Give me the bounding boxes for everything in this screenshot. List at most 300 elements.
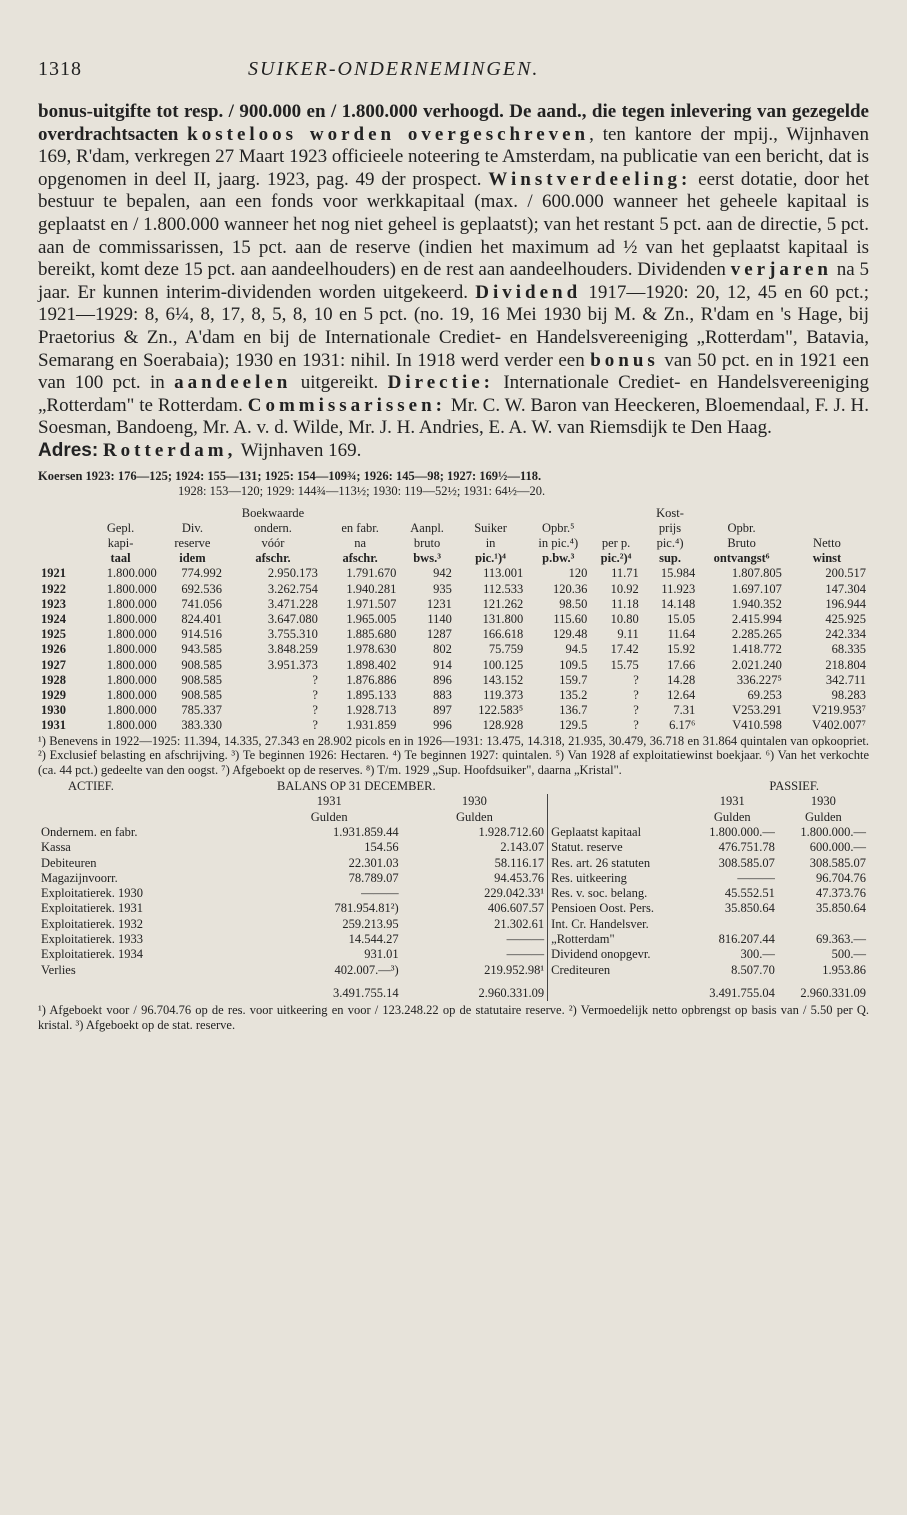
stats-row — [38, 627, 869, 642]
statistics-table — [38, 506, 869, 734]
stats-cell: 908.585 — [181, 657, 223, 672]
balance-item-label: Exploitatierek. 1931 — [41, 901, 144, 916]
stats-cell: 196.944 — [825, 596, 866, 611]
balance-unit-row — [38, 810, 869, 825]
balance-amount: ——— — [737, 870, 775, 885]
balance-amount — [687, 917, 778, 932]
balance-row — [38, 917, 869, 932]
balance-item-label: Res. v. soc. belang. — [548, 886, 687, 901]
balance-amount: ——— — [506, 947, 545, 962]
stats-cell: 3.848.259 — [267, 642, 318, 657]
stats-cell: 7.31 — [673, 703, 696, 718]
balance-amount: 931.01 — [364, 947, 399, 962]
stats-cell: 15.984 — [660, 566, 696, 581]
year-1930-right: 1930 — [810, 794, 836, 809]
stats-cell: 218.804 — [825, 657, 866, 672]
stats-header-cell — [38, 506, 81, 521]
stats-cell: 2.950.173 — [267, 566, 318, 581]
stats-cell: 11.923 — [661, 581, 696, 596]
stats-cell: 935 — [433, 581, 452, 596]
stats-header-cell — [590, 521, 641, 536]
balance-row — [38, 886, 869, 901]
stats-cell: 1.800.000 — [106, 566, 157, 581]
balance-amount: 96.704.76 — [816, 870, 866, 885]
year-1931-left: 1931 — [316, 794, 342, 809]
stats-cell: ? — [633, 703, 639, 718]
stats-cell: 3.471.228 — [267, 596, 318, 611]
balance-item-label: Pensioen Oost. Pers. — [548, 901, 687, 916]
stats-header-cell — [38, 551, 81, 566]
stats-row — [38, 642, 869, 657]
text-aandeelen: aandeelen — [174, 372, 292, 394]
text-adres-street: Wijnhaven 169. — [236, 439, 362, 461]
page-number: 1318 — [38, 58, 82, 80]
stats-cell: 1.800.000 — [106, 718, 157, 733]
text-bonus-word: bonus — [590, 349, 659, 371]
stats-header-cell: idem — [179, 551, 206, 566]
text-interim: na 5 jaar. Er kunnen interim-dividenden worden uitgekeerd. — [38, 259, 870, 303]
stats-header-cell — [38, 536, 81, 551]
running-title: SUIKER-ONDERNEMINGEN. — [248, 58, 540, 80]
stats-header-cell: pic.²)⁴ — [600, 551, 632, 566]
stats-cell: 10.92 — [610, 581, 639, 596]
stats-header-cell — [785, 521, 869, 536]
balance-separator — [548, 978, 687, 1001]
stats-cell: ? — [633, 672, 639, 687]
stats-header-cell: en fabr. — [341, 520, 379, 535]
stats-row — [38, 612, 869, 627]
text-winstverdeeling: eerst dotatie, door het bestuur te bepalen, aan een fonds voor werkkapitaal (max. / 600.000 wanneer het geheele kapitaal is geplaatst en / 1.800.000 wanneer het nog niet geheel is geplaatst); van het restant 5 pct. aan de directie, 5 pct. aan de commissarissen, 15 pct. aan de reserve (indien het maximum ad ½ van het geplaatst kapitaal is bereikt, komt deze 15 pct. aan aandeelhouders) en de rest aan aandeelhouders. Dividenden — [38, 168, 869, 281]
balance-amount: 47.373.76 — [816, 886, 866, 901]
stats-cell: 1.800.000 — [106, 672, 157, 687]
stats-year-cell: 1931 — [41, 718, 66, 733]
stats-cell: 1.940.281 — [346, 581, 397, 596]
stats-cell: 94.5 — [565, 642, 588, 657]
stats-cell: 122.583⁵ — [478, 703, 524, 718]
stats-header-cell: reserve — [174, 535, 211, 550]
balance-amount: 1.800.000.— — [800, 824, 866, 839]
stats-cell: 1140 — [427, 611, 452, 626]
page-header — [38, 58, 869, 81]
stats-cell: 802 — [433, 642, 452, 657]
balance-item-label: Exploitatierek. 1932 — [41, 916, 144, 931]
balance-amount: 58.116.17 — [494, 855, 545, 870]
balance-total: 3.491.755.04 — [709, 985, 775, 1000]
year-1931-right: 1931 — [719, 794, 745, 809]
stats-cell: 2.021.240 — [731, 657, 782, 672]
stats-cell: 15.92 — [667, 642, 696, 657]
stats-header-cell — [455, 506, 526, 521]
stats-cell: 1.800.000 — [106, 703, 157, 718]
stats-cell: 336.227⁵ — [736, 672, 782, 687]
balance-item-label: Verlies — [41, 962, 76, 977]
balance-total-spacer — [38, 978, 257, 1001]
stats-cell: 200.517 — [825, 566, 866, 581]
stats-header-cell: ontvangst⁶ — [713, 551, 770, 566]
stats-cell: 741.056 — [181, 596, 223, 611]
stats-header-cell: afschr. — [255, 551, 291, 566]
balance-item-label: Geplaatst kapitaal — [548, 825, 687, 840]
stats-header-cell: sup. — [659, 551, 681, 566]
stats-cell: 131.800 — [482, 611, 524, 626]
stats-header-cell: ondern. — [254, 520, 292, 535]
balance-amount: 78.789.07 — [348, 870, 399, 885]
stats-cell: 1.800.000 — [106, 642, 157, 657]
stats-header-cell: winst — [812, 551, 842, 566]
balance-item-label: Ondernem. en fabr. — [41, 824, 138, 839]
balance-amount: 500.— — [831, 947, 866, 962]
stats-cell: 242.334 — [825, 627, 866, 642]
balance-item-label: Crediteuren — [548, 963, 687, 978]
stats-year-cell: 1929 — [41, 687, 66, 702]
stats-cell: 2.415.994 — [731, 611, 782, 626]
balance-item-label: Debiteuren — [41, 855, 97, 870]
stats-cell: 914 — [433, 657, 452, 672]
balance-amount — [778, 917, 869, 932]
stats-cell: 11.18 — [611, 596, 639, 611]
stats-cell: 908.585 — [181, 687, 223, 702]
stats-row — [38, 566, 869, 581]
stats-row — [38, 658, 869, 673]
balance-amount: 45.552.51 — [724, 886, 775, 901]
stats-header-row — [38, 536, 869, 551]
koersen-line-2: 1928: 153—120; 1929: 144¾—113½; 1930: 119—52½; 1931: 64½—20. — [178, 484, 546, 498]
stats-cell: 112.533 — [483, 581, 524, 596]
balance-amount: 1.953.86 — [822, 962, 866, 977]
stats-cell: 11.64 — [667, 627, 696, 642]
stats-cell: 896 — [433, 672, 452, 687]
stats-row — [38, 703, 869, 718]
stats-cell: 383.330 — [181, 718, 223, 733]
stats-cell: 143.152 — [482, 672, 524, 687]
stats-cell: 98.50 — [559, 596, 588, 611]
balance-amount: 259.213.95 — [342, 916, 399, 931]
text-uitgereikt: uitgereikt. — [291, 372, 379, 394]
balance-amount: 69.363.— — [816, 932, 866, 947]
label-winstverdeeling: Winstverdeeling: — [488, 168, 692, 190]
stats-cell: 1.800.000 — [106, 581, 157, 596]
stats-header-cell: afschr. — [342, 551, 378, 566]
stats-cell: 943.585 — [181, 642, 223, 657]
stats-header-cell: pic.⁴) — [656, 535, 684, 550]
stats-cell: 1.800.000 — [106, 596, 157, 611]
balance-actief-title: ACTIEF. — [68, 779, 114, 794]
stats-header-cell: Opbr.⁵ — [542, 520, 575, 535]
balance-amount: 2.143.07 — [500, 840, 545, 855]
stats-header-cell: per p. — [601, 535, 631, 550]
stats-header-cell — [698, 506, 785, 521]
stats-cell: 166.618 — [482, 627, 524, 642]
stats-cell: 129.48 — [552, 627, 588, 642]
unit-right-1: Gulden — [713, 809, 751, 824]
balance-amount: 600.000.— — [809, 840, 866, 855]
stats-row — [38, 597, 869, 612]
text-bonus-detail: van 50 pct. en in 1921 een van 100 pct. in — [38, 349, 869, 394]
balance-amount: 219.952.98¹ — [484, 962, 545, 977]
stats-header-cell: prijs — [658, 520, 682, 535]
stats-header-cell — [321, 506, 399, 521]
stats-year-cell: 1922 — [41, 581, 66, 596]
balance-amount: 300.— — [740, 947, 775, 962]
stats-header-cell — [160, 506, 225, 521]
stats-cell: 2.285.265 — [731, 627, 782, 642]
statistics-footnotes: ¹) Benevens in 1922—1925: 11.394, 14.335, 27.343 en 28.902 picols en in 1926—1931: 13.475, 14.318, 21.935, 30.479, 36.718 en 31.864 quintalen van opkoopriet. ²) Exclusief belasting en afschrijving. ³) Te beginnen 1926: Hectaren. ⁴) Te beginnen 1927: quintalen. ⁵) Van 1928 af exploitatiewinst boekjaar. ⁶) Van het verkochte (ca. 44 pct.) gedeelte van den oogst. ⁷) Afgeboekt op de reserves. ⁸) T/m. 1929 „Sup. Hoofdsuiker", daarna „Kristal". — [38, 733, 869, 777]
stats-cell: 17.66 — [667, 657, 696, 672]
balance-row — [38, 947, 869, 962]
stats-header-cell: vóór — [261, 535, 285, 550]
stats-header-cell — [526, 506, 590, 521]
stats-header-cell — [38, 521, 81, 536]
balance-item-label: „Rotterdam" — [548, 932, 687, 947]
stats-cell: 12.64 — [667, 687, 696, 702]
stats-cell: 1.807.805 — [731, 566, 782, 581]
stats-header-row — [38, 521, 869, 536]
balance-item-label: Statut. reserve — [548, 840, 687, 855]
stats-header-cell: bruto — [413, 535, 441, 550]
stats-cell: 159.7 — [559, 672, 588, 687]
balance-amount: 476.751.78 — [718, 840, 775, 855]
stats-cell: 883 — [433, 687, 452, 702]
balance-amount: 406.607.57 — [487, 901, 545, 916]
stats-cell: 897 — [433, 703, 452, 718]
stats-cell: 14.28 — [667, 672, 696, 687]
balance-row — [38, 901, 869, 916]
stats-header-cell: in pic.⁴) — [538, 535, 579, 550]
stats-cell: 129.5 — [559, 718, 588, 733]
balance-row — [38, 963, 869, 978]
balance-amount: 14.544.27 — [348, 932, 399, 947]
text-commissarissen: Mr. C. W. Baron van Heeckeren, Bloemendaal, F. J. H. Soesman, Bandoeng, Mr. A. v. d. Wilde, Mr. J. H. Andries, E. A. W. van Riemsdijk te Den Haag. — [38, 394, 869, 439]
stats-cell: 1.928.713 — [346, 703, 397, 718]
balance-amount: 8.507.70 — [731, 962, 775, 977]
stats-cell: 98.283 — [831, 687, 866, 702]
stats-cell: 17.42 — [610, 642, 639, 657]
balance-row — [38, 825, 869, 840]
balance-title-row — [38, 779, 869, 794]
stats-year-cell: 1921 — [41, 566, 66, 581]
stats-cell: 121.262 — [482, 596, 524, 611]
stats-cell: 128.928 — [482, 718, 524, 733]
stats-cell: 1231 — [426, 596, 452, 611]
stats-cell: 11.71 — [611, 566, 639, 581]
label-commissarissen: Commissarissen: — [247, 394, 446, 416]
balance-amount: 1.931.859.44 — [333, 824, 399, 839]
stats-cell: 3.755.310 — [267, 627, 318, 642]
stats-cell: 692.536 — [181, 581, 223, 596]
text-notering: , ten kantore der mpij., Wijnhaven 169, R'dam, verkregen 27 Maart 1923 officieele noteering te Amsterdam, na publicatie van een bericht, dat is opgenomen in deel II, jaarg. 1923, pag. 49 der prospect. — [38, 123, 869, 190]
stats-cell: V253.291 — [732, 703, 782, 718]
stats-year-cell: 1926 — [41, 642, 66, 657]
stats-header-cell: Boekwaarde — [241, 505, 305, 520]
stats-cell: 6.17⁶ — [669, 718, 696, 733]
balance-title: BALANS OP 31 DECEMBER. — [277, 779, 436, 794]
stats-cell: 1.965.005 — [346, 611, 397, 626]
stats-header-cell — [590, 506, 641, 521]
balance-row — [38, 856, 869, 871]
stats-cell: 120 — [568, 566, 588, 581]
stats-cell: 135.2 — [559, 687, 588, 702]
balance-item-label: Int. Cr. Handelsver. — [548, 917, 687, 932]
stats-header-cell: Suiker — [474, 520, 507, 535]
stats-row — [38, 688, 869, 703]
year-1930-left: 1930 — [461, 794, 487, 809]
balance-amount: 402.007.—³) — [334, 962, 399, 977]
balance-amount: 35.850.64 — [724, 901, 775, 916]
balance-amount: 816.207.44 — [718, 932, 775, 947]
stats-cell: 3.262.754 — [267, 581, 318, 596]
label-dividend: Dividend — [475, 281, 582, 303]
balance-amount: 22.301.03 — [348, 855, 399, 870]
text-dividend: 1917—1920: 20, 12, 45 en 60 pct.; 1921—1929: 8, 6¼, 8, 17, 8, 5, 8, 10 en 5 pct. (no. 19, 16 Mei 1930 bij M. & Zn., R'dam en 's Hage, bij Praetorius & Zn., A'dam en bij de Internationale Crediet- en Handelsvereeniging „Rotterdam", Batavia, Semarang en Soerabaia); 1930 en 1931: nihil. In 1918 werd verder een — [38, 281, 870, 371]
text-adres-city: Rotterdam, — [102, 439, 237, 461]
balance-item-label: Dividend onopgevr. — [548, 947, 687, 962]
stats-header-cell: in — [485, 535, 496, 550]
text-bonus: bonus-uitgifte tot resp. / 900.000 en / 1.800.000 verhoogd. De aand., die tegen inlevering van gezegelde overdrachtsacten — [38, 101, 869, 145]
koersen-line-1: Koersen 1923: 176—125; 1924: 155—131; 1925: 154—109¾; 1926: 145—98; 1927: 169½—118. — [38, 468, 542, 483]
stats-header-cell: taal — [110, 551, 131, 566]
balance-item-label: Exploitatierek. 1930 — [41, 886, 144, 901]
balance-year-row — [38, 794, 869, 809]
company-description — [38, 101, 869, 463]
stats-cell: 147.304 — [825, 581, 866, 596]
stats-cell: 69.253 — [747, 687, 782, 702]
balance-amount: ——— — [361, 886, 399, 901]
stats-header-cell: Netto — [813, 535, 841, 550]
stats-cell: 1.791.670 — [346, 566, 397, 581]
stats-cell: 1.800.000 — [106, 657, 157, 672]
text-verjaren: verjaren — [730, 259, 832, 281]
stats-year-cell: 1930 — [41, 703, 66, 718]
balance-totals-row — [38, 978, 869, 1001]
balance-item-label: Magazijnvoorr. — [41, 870, 118, 885]
stats-cell: 785.337 — [181, 703, 223, 718]
stats-header-cell: p.bw.³ — [542, 551, 575, 566]
stats-cell: 908.585 — [181, 672, 223, 687]
stats-cell: 1.978.630 — [346, 642, 397, 657]
stats-cell: 109.5 — [559, 657, 588, 672]
balance-item-label: Exploitatierek. 1933 — [41, 932, 144, 947]
stats-header-cell: Gepl. — [106, 520, 135, 535]
stats-cell: 3.951.373 — [267, 657, 318, 672]
stats-cell: 113.001 — [483, 566, 524, 581]
stats-cell: V410.598 — [732, 718, 782, 733]
balance-item-label: Res. art. 26 statuten — [548, 856, 687, 871]
stats-cell: 1.931.859 — [346, 718, 397, 733]
balance-amount: 94.453.76 — [494, 870, 545, 885]
balance-item-label: Exploitatierek. 1934 — [41, 947, 144, 962]
stats-header-cell: Kost- — [656, 505, 684, 520]
balance-amount: ——— — [506, 932, 545, 947]
unit-right-2: Gulden — [805, 809, 842, 824]
koersen — [38, 469, 869, 500]
stats-cell: 1.895.133 — [346, 687, 397, 702]
stats-cell: ? — [312, 703, 318, 718]
stats-cell: 9.11 — [617, 627, 639, 642]
balance-amount: 1.800.000.— — [709, 824, 775, 839]
stats-cell: 1.697.107 — [731, 581, 782, 596]
stats-year-cell: 1928 — [41, 672, 66, 687]
balance-item-label: Kassa — [41, 840, 71, 855]
stats-cell: 119.373 — [483, 687, 524, 702]
stats-year-cell: 1923 — [41, 596, 66, 611]
balance-amount: 35.850.64 — [816, 901, 866, 916]
stats-cell: 100.125 — [482, 657, 524, 672]
stats-cell: 914.516 — [181, 627, 223, 642]
balance-total: 2.960.331.09 — [800, 985, 866, 1000]
stats-cell: 136.7 — [559, 703, 588, 718]
unit-left-1: Gulden — [310, 809, 348, 824]
balance-row — [38, 840, 869, 855]
stats-cell: 774.992 — [181, 566, 223, 581]
stats-header-cell — [81, 506, 159, 521]
stats-header-cell: Opbr. — [727, 520, 756, 535]
balance-amount: 1.928.712.60 — [478, 824, 545, 839]
balance-total: 2.960.331.09 — [478, 985, 545, 1000]
balance-row — [38, 932, 869, 947]
balance-amount: 21.302.61 — [494, 916, 545, 931]
stats-header-cell: Aanpl. — [410, 520, 444, 535]
unit-left-2: Gulden — [456, 809, 493, 824]
stats-year-cell: 1927 — [41, 657, 66, 672]
stats-cell: 1.876.886 — [346, 672, 397, 687]
stats-cell: 996 — [433, 718, 452, 733]
stats-year-cell: 1925 — [41, 627, 66, 642]
stats-header-cell: Bruto — [727, 535, 756, 550]
balance-footnotes: ¹) Afgeboekt voor / 96.704.76 op de res. voor uitkeering en voor / 123.248.22 op de statutaire reserve. ²) Vermoedelijk netto opbrengst op basis van / 5.50 per Q. kristal. ³) Afgeboekt op de stat. reserve. — [38, 1003, 869, 1032]
stats-cell: 120.36 — [552, 581, 588, 596]
stats-header-cell: na — [354, 535, 367, 550]
balance-item-label: Res. uitkeering — [548, 871, 687, 886]
balance-amount: 154.56 — [364, 840, 399, 855]
stats-cell: 425.925 — [825, 611, 866, 626]
stats-cell: 15.75 — [610, 657, 639, 672]
stats-cell: 1.885.680 — [346, 627, 397, 642]
stats-cell: 1.898.402 — [346, 657, 397, 672]
stats-cell: 1.971.507 — [346, 596, 397, 611]
balance-sheet — [38, 779, 869, 1001]
stats-cell: 68.335 — [831, 642, 866, 657]
stats-cell: ? — [312, 718, 318, 733]
stats-header-row — [38, 506, 869, 521]
balance-row — [38, 871, 869, 886]
stats-cell: 342.711 — [825, 672, 866, 687]
stats-header-cell: Div. — [181, 520, 203, 535]
stats-cell: 824.401 — [181, 611, 223, 626]
stats-header-cell — [785, 506, 869, 521]
label-adres: Adres: — [38, 439, 99, 461]
stats-cell: 14.148 — [660, 596, 696, 611]
balance-total: 3.491.755.14 — [333, 985, 399, 1000]
stats-cell: ? — [633, 718, 639, 733]
stats-year-cell: 1924 — [41, 611, 66, 626]
stats-cell: 1.800.000 — [106, 687, 157, 702]
stats-header-row — [38, 551, 869, 566]
stats-cell: 1287 — [426, 627, 452, 642]
stats-cell: 942 — [433, 566, 452, 581]
stats-cell: V219.953⁷ — [811, 703, 866, 718]
label-directie: Directie: — [387, 372, 494, 394]
stats-cell: ? — [633, 687, 639, 702]
stats-cell: 75.759 — [488, 642, 524, 657]
stats-header-cell: kapi- — [107, 535, 134, 550]
stats-cell: 1.940.352 — [731, 596, 782, 611]
stats-cell: 1.418.772 — [731, 642, 782, 657]
text-kosteloos: kosteloos worden overgeschreven — [187, 123, 590, 145]
stats-cell: 10.80 — [610, 611, 639, 626]
stats-cell: 1.800.000 — [106, 627, 157, 642]
balance-amount: 308.585.07 — [718, 855, 775, 870]
stats-row — [38, 718, 869, 733]
